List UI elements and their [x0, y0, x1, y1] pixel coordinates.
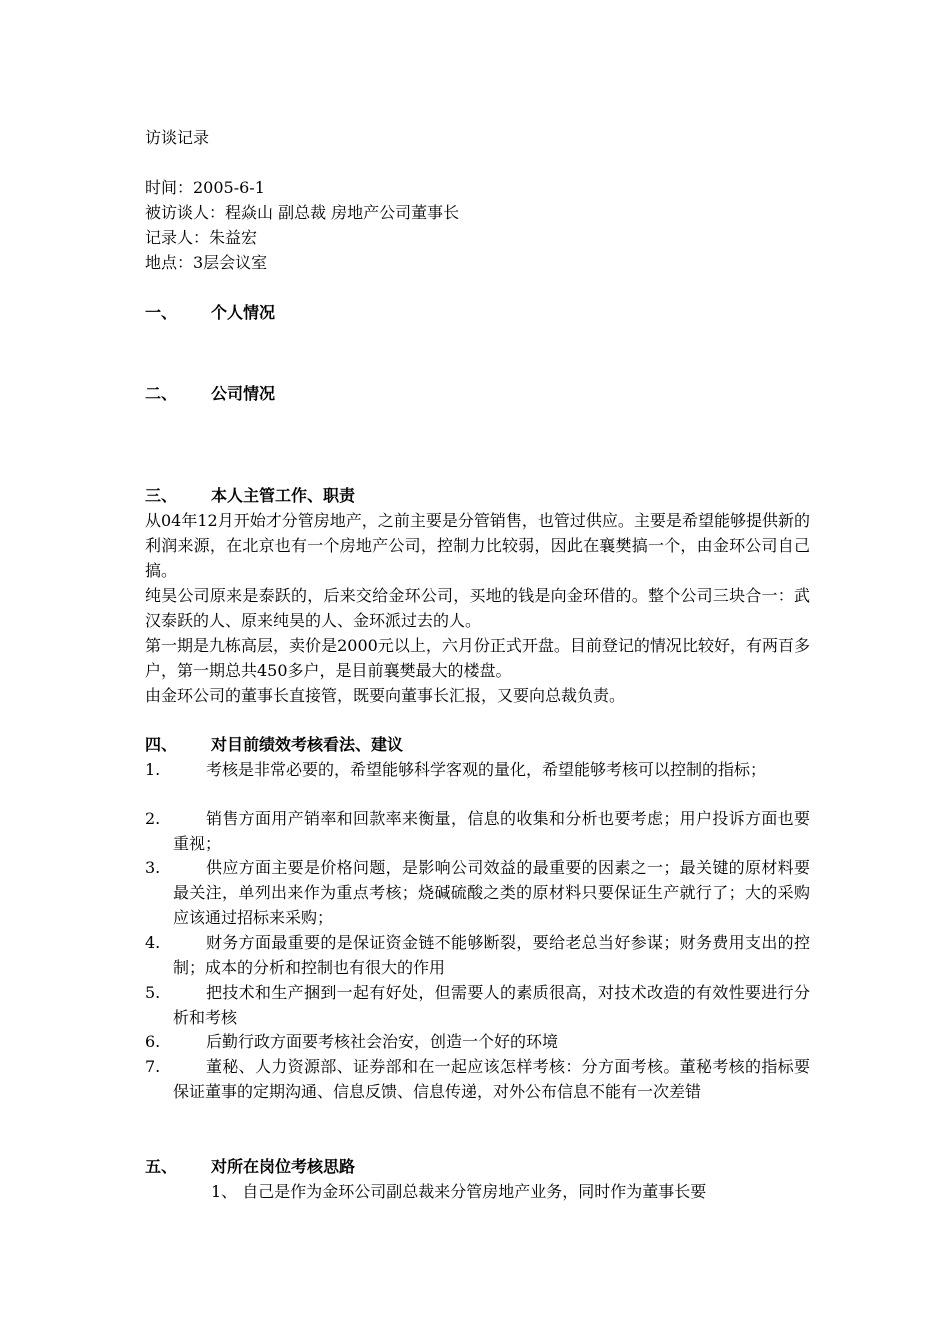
list-item-text: 供应方面主要是价格问题，是影响公司效益的最重要的因素之一；最关键的原材料要最关注，单列出来作为重点考核；烧碱硫酸之类的原材料只要保证生产就行了；大的采购应该通过招标来采购； — [173, 858, 810, 927]
body-paragraph: 1、 自己是作为金环公司副总裁来分管房地产业务，同时作为董事长要 — [211, 1182, 707, 1201]
section-number: 五、 — [145, 1157, 178, 1176]
body-paragraph: 由金环公司的董事长直接管，既要向董事长汇报，又要向总裁负责。 — [145, 686, 626, 705]
meta-interviewee: 被访谈人：程焱山 副总裁 房地产公司董事长 — [145, 203, 460, 222]
list-item-text: 销售方面用产销率和回款率来衡量，信息的收集和分析也要考虑；用户投诉方面也要重视； — [173, 809, 810, 853]
section-number: 四、 — [145, 735, 178, 754]
body-paragraph: 纯昊公司原来是泰跃的，后来交给金环公司，买地的钱是向金环借的。整个公司三块合一：武汉泰跃的人、原来纯昊的人、金环派过去的人。 — [145, 586, 810, 630]
list-item-number: 6. — [145, 1032, 161, 1051]
list-item-number: 7. — [145, 1057, 161, 1076]
list-item-number: 4. — [145, 933, 161, 952]
list-item-number: 2. — [145, 809, 161, 828]
list-item — [145, 806, 810, 856]
list-item — [145, 930, 810, 980]
section-number: 三、 — [145, 486, 178, 505]
list-item-text: 董秘、人力资源部、证券部和在一起应该怎样考核：分方面考核。董秘考核的指标要保证董事的定期沟通、信息反馈、信息传递，对外公布信息不能有一次差错 — [173, 1057, 810, 1101]
section-heading-3 — [145, 483, 355, 508]
section-number: 二、 — [145, 384, 178, 403]
list-item — [145, 1054, 810, 1104]
list-item-text: 考核是非常必要的，希望能够科学客观的量化，希望能够考核可以控制的指标； — [206, 760, 767, 779]
body-paragraph: 第一期是九栋高层，卖价是2000元以上，六月份正式开盘。目前登记的情况比较好，有两百多户，第一期总共450多户，是目前襄樊最大的楼盘。 — [145, 636, 810, 680]
list-item — [145, 980, 810, 1030]
list-item — [145, 757, 810, 782]
section-heading-2 — [145, 381, 275, 406]
list-item-number: 5. — [145, 983, 161, 1002]
body-paragraph: 从04年12月开始才分管房地产，之前主要是分管销售，也管过供应。主要是希望能够提供新的利润来源，在北京也有一个房地产公司，控制力比较弱，因此在襄樊搞一个，由金环公司自己搞。 — [145, 511, 810, 580]
section-title: 个人情况 — [211, 303, 276, 322]
list-item-text: 把技术和生产捆到一起有好处，但需要人的素质很高，对技术改造的有效性要进行分析和考核 — [173, 983, 810, 1027]
meta-recorder: 记录人：朱益宏 — [145, 228, 258, 247]
list-item-text: 后勤行政方面要考核社会治安，创造一个好的环境 — [206, 1032, 559, 1051]
section-number: 一、 — [145, 303, 178, 322]
section-title: 本人主管工作、职责 — [211, 486, 356, 505]
list-item — [145, 855, 810, 930]
list-item-number: 1. — [145, 760, 161, 779]
section-heading-5 — [145, 1154, 355, 1179]
section-heading-1 — [145, 300, 275, 325]
meta-time: 时间：2005-6-1 — [145, 178, 265, 197]
list-item-number: 3. — [145, 858, 161, 877]
section-title: 公司情况 — [211, 384, 276, 403]
section-heading-4 — [145, 732, 403, 757]
document-title: 访谈记录 — [145, 128, 210, 147]
section-title: 对目前绩效考核看法、建议 — [211, 735, 404, 754]
meta-location: 地点：3层会议室 — [145, 253, 268, 272]
list-item-text: 财务方面最重要的是保证资金链不能够断裂，要给老总当好参谋；财务费用支出的控制；成本的分析和控制也有很大的作用 — [173, 933, 810, 977]
section-title: 对所在岗位考核思路 — [211, 1157, 356, 1176]
list-item — [145, 1029, 810, 1054]
